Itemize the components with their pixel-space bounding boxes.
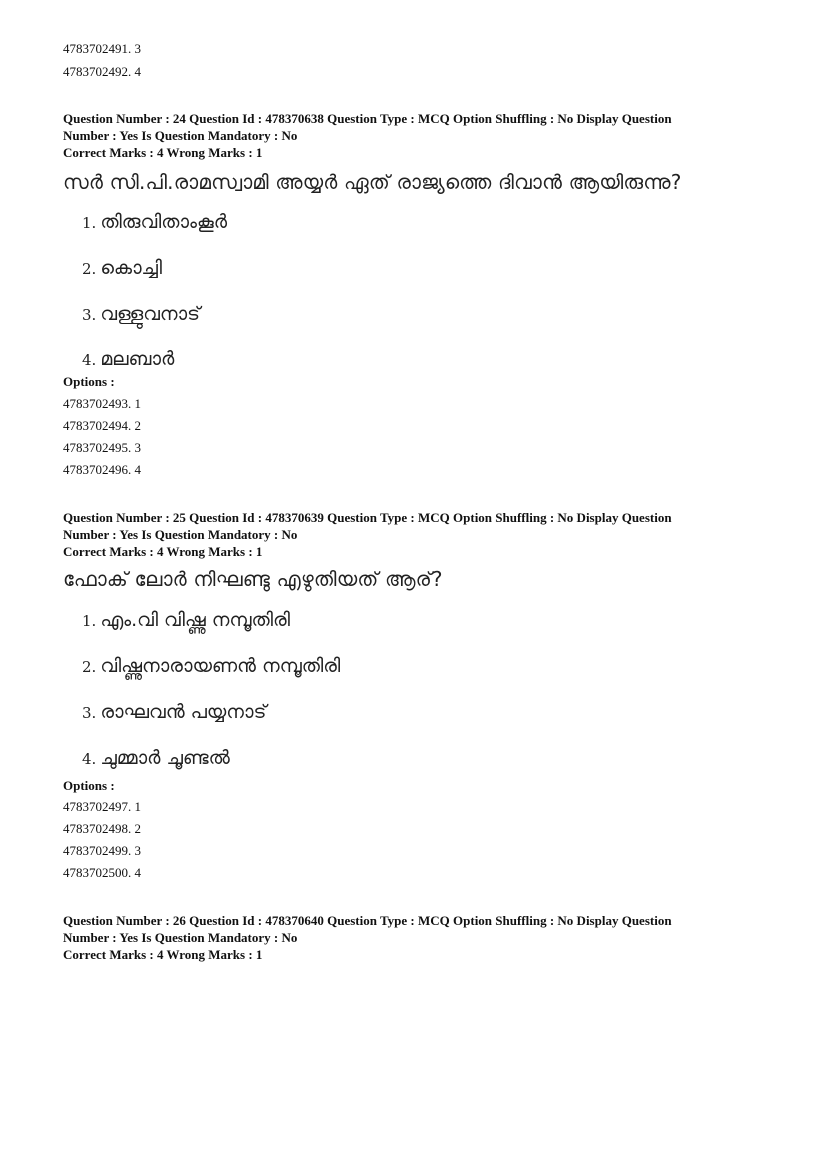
question-marks: Correct Marks : 4 Wrong Marks : 1 — [63, 947, 263, 962]
option-id-line: 4783702495. 3 — [63, 440, 141, 455]
answer-choice — [82, 609, 290, 631]
question-header — [63, 110, 763, 161]
choice-number: 2. — [82, 658, 97, 676]
question-meta-line1: Question Number : 26 Question Id : 478370640 Question Type : MCQ Option Shuffling : No Display Question — [63, 913, 672, 928]
choice-number: 3. — [82, 306, 97, 324]
question-text: സർ സി.പി.രാമസ്വാമി അയ്യർ ഏത് രാജ്യത്തെ ദിവാൻ ആയിരുന്നു? — [63, 170, 682, 194]
answer-choice — [82, 655, 340, 677]
options-label: Options : — [63, 374, 115, 389]
question-meta-line2: Number : Yes Is Question Mandatory : No — [63, 527, 298, 542]
choice-number: 4. — [82, 750, 97, 768]
choice-text: വള്ളുവനാട് — [100, 303, 201, 325]
option-id-line: 4783702499. 3 — [63, 843, 141, 858]
question-meta-line1: Question Number : 24 Question Id : 478370638 Question Type : MCQ Option Shuffling : No Display Question — [63, 111, 672, 126]
question-meta-line2: Number : Yes Is Question Mandatory : No — [63, 128, 298, 143]
question-marks: Correct Marks : 4 Wrong Marks : 1 — [63, 145, 263, 160]
answer-choice — [82, 211, 227, 233]
question-meta-line2: Number : Yes Is Question Mandatory : No — [63, 930, 298, 945]
choice-text: മലബാർ — [100, 348, 175, 370]
choice-number: 4. — [82, 351, 97, 369]
question-text: ഫോക് ലോർ നിഘണ്ടു എഴുതിയത് ആര്? — [63, 567, 443, 591]
question-marks: Correct Marks : 4 Wrong Marks : 1 — [63, 544, 263, 559]
choice-text: രാഘവൻ പയ്യനാട് — [100, 701, 267, 723]
option-id-line: 4783702498. 2 — [63, 821, 141, 836]
choice-text: ചുമ്മാർ ചൂണ്ടൽ — [100, 747, 230, 769]
choice-number: 3. — [82, 704, 97, 722]
choice-text: എം.വി വിഷ്ണു നമ്പൂതിരി — [100, 609, 290, 631]
option-id-line: 4783702500. 4 — [63, 865, 141, 880]
question-header — [63, 912, 763, 963]
choice-number: 2. — [82, 260, 97, 278]
answer-choice — [82, 257, 162, 279]
answer-choice — [82, 701, 266, 723]
question-meta-line1: Question Number : 25 Question Id : 478370639 Question Type : MCQ Option Shuffling : No Display Question — [63, 510, 672, 525]
option-id-line: 4783702497. 1 — [63, 799, 141, 814]
answer-choice — [82, 747, 230, 769]
option-id-line: 4783702491. 3 — [63, 41, 141, 56]
choice-text: കൊച്ചി — [100, 257, 162, 279]
answer-choice — [82, 303, 200, 325]
option-id-line: 4783702494. 2 — [63, 418, 141, 433]
option-id-line: 4783702496. 4 — [63, 462, 141, 477]
choice-text: വിഷ്ണുനാരായണൻ നമ്പൂതിരി — [100, 655, 341, 677]
option-id-line: 4783702493. 1 — [63, 396, 141, 411]
answer-choice — [82, 348, 174, 370]
option-id-line: 4783702492. 4 — [63, 64, 141, 79]
choice-text: തിരുവിതാംകൂർ — [100, 211, 228, 233]
options-label: Options : — [63, 778, 115, 793]
choice-number: 1. — [82, 214, 97, 232]
choice-number: 1. — [82, 612, 97, 630]
question-header — [63, 509, 763, 560]
